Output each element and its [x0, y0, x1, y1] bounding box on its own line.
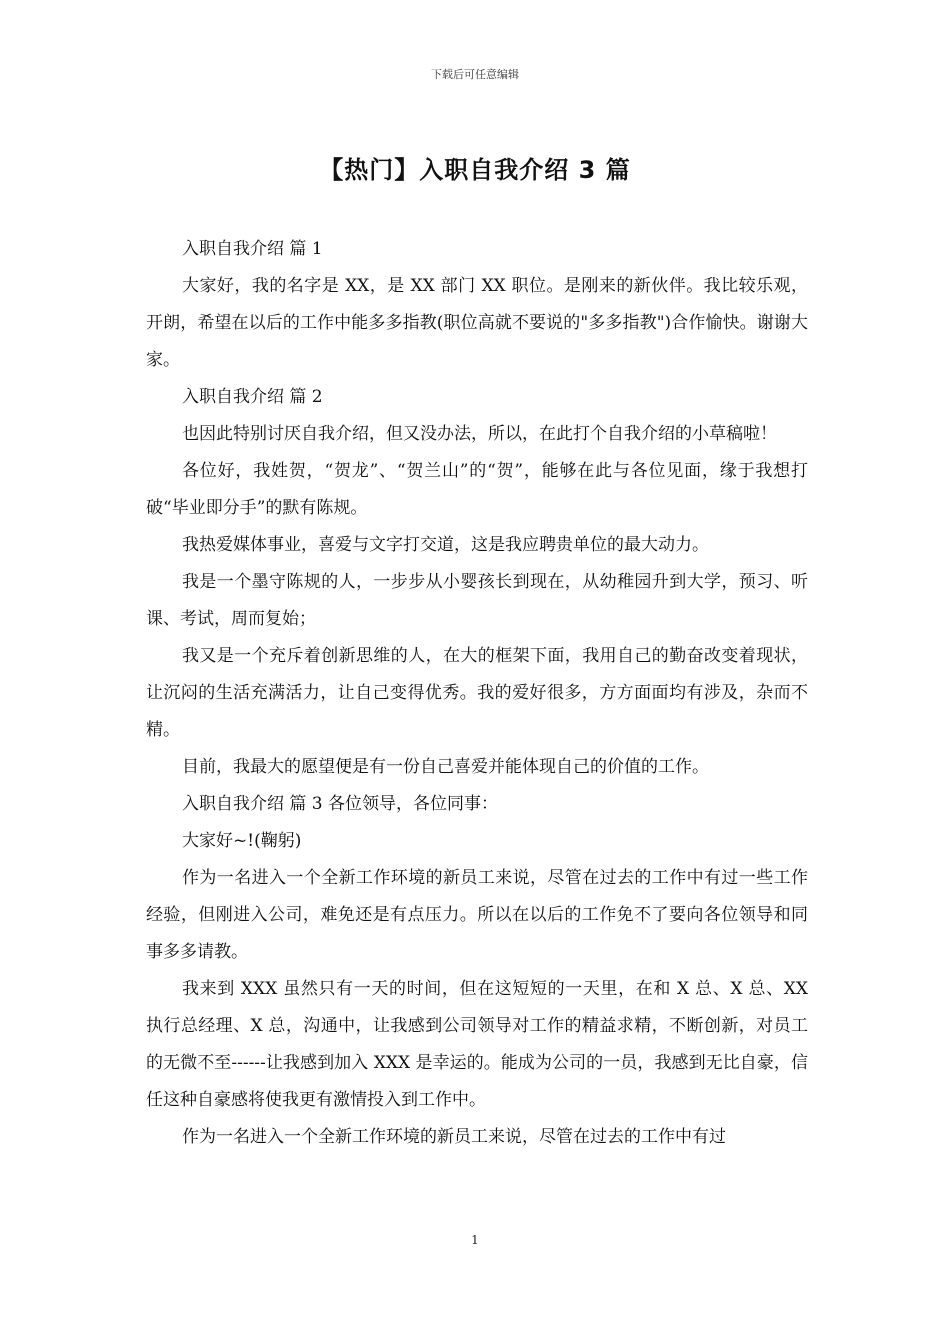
paragraph: 也因此特别讨厌自我介绍，但又没办法，所以，在此打个自我介绍的小草稿啦！: [182, 424, 777, 444]
document-body: [146, 231, 808, 1156]
paragraph: 各位好，我姓贺，“贺龙”、“贺兰山”的“贺”，能够在此与各位见面，缘于我想打破“毕业即分手”的默有陈规。: [146, 461, 808, 518]
page-number: 1: [471, 1233, 479, 1247]
paragraph: 我热爱媒体事业，喜爱与文字打交道，这是我应聘贵单位的最大动力。: [182, 535, 709, 555]
paragraph: 作为一名进入一个全新工作环境的新员工来说，尽管在过去的工作中有过: [182, 1127, 726, 1147]
heading-article-3: 入职自我介绍 篇 3 各位领导，各位同事：: [182, 794, 499, 814]
paragraph: 作为一名进入一个全新工作环境的新员工来说，尽管在过去的工作中有过一些工作经验，但刚进入公司，难免还是有点压力。所以在以后的工作免不了要向各位领导和同事多多请教。: [146, 868, 808, 962]
document-title: 【热门】入职自我介绍 3 篇: [319, 156, 631, 184]
heading-article-2: 入职自我介绍 篇 2: [182, 387, 323, 407]
paragraph: 大家好~!(鞠躬): [182, 831, 302, 851]
paragraph: 我来到 XXX 虽然只有一天的时间，但在这短短的一天里，在和 X 总、X 总、XX 执行总经理、X 总，沟通中，让我感到公司领导对工作的精益求精，不断创新，对员工的无微不至------让我感到加入 XXX 是幸运的。能成为公司的一员，我感到无比自豪，信任这种自豪感将使我更有激情投入到工作中。: [146, 979, 808, 1110]
paragraph: 我是一个墨守陈规的人，一步步从小婴孩长到现在，从幼稚园升到大学，预习、听课、考试，周而复始；: [146, 572, 808, 629]
paragraph: 我又是一个充斥着创新思维的人，在大的框架下面，我用自己的勤奋改变着现状，让沉闷的生活充满活力，让自己变得优秀。我的爱好很多，方方面面均有涉及，杂而不精。: [146, 646, 808, 740]
header-note: 下载后可任意编辑: [431, 68, 519, 81]
paragraph: 目前，我最大的愿望便是有一份自己喜爱并能体现自己的价值的工作。: [182, 757, 709, 777]
heading-article-1: 入职自我介绍 篇 1: [182, 239, 323, 259]
paragraph: 大家好，我的名字是 XX，是 XX 部门 XX 职位。是刚来的新伙伴。我比较乐观，开朗，希望在以后的工作中能多多指教(职位高就不要说的"多多指教")合作愉快。谢谢大家。: [146, 276, 808, 370]
